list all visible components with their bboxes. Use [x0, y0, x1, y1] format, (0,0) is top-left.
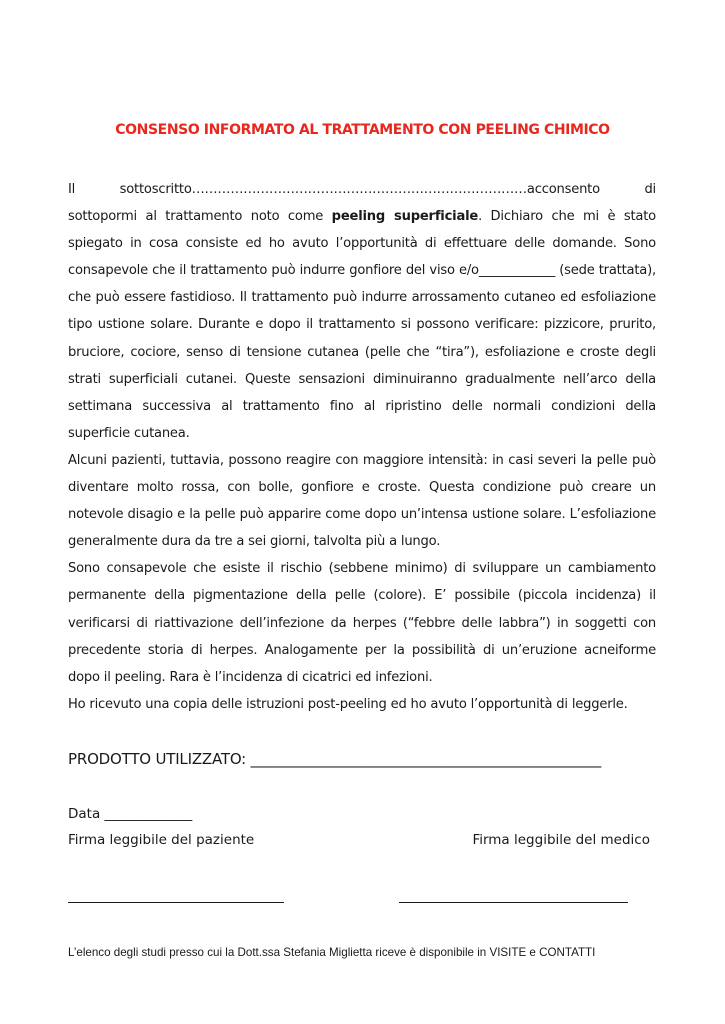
doctor-signature-label: Firma leggibile del medico — [472, 832, 650, 848]
patient-signature-label: Firma leggibile del paziente — [68, 832, 255, 848]
declaration-word-il: Il — [68, 182, 76, 197]
paragraph-risks: Sono consapevole che esiste il rischio (sebbene minimo) di sviluppare un cambiamento permanente della pigmentazione della pelle (colore). E’ possibile (piccola incidenza) il verificarsi di riattivazione dell’infezione da herpes (“febbre delle labbra”) in soggetti con precedente storia di herpes. Analogamente per la possibilità di un’eruzione acneiforme dopo il peeling. Rara è l’incidenza di cicatrici ed infezioni. — [68, 561, 656, 685]
declaration-undersigned-field: sottoscritto……………………………………………………………………acconsento — [119, 182, 600, 197]
paragraph-treatment-info-start: sottopormi al trattamento noto come — [68, 209, 332, 225]
paragraph-severe-reactions: Alcuni pazienti, tuttavia, possono reagire con maggiore intensità: in casi severi la pelle può diventare molto rossa, con bolle, gonfiore e croste. Questa condizione può creare un notevole disagio e la pelle può apparire come dopo un’intensa ustione solare. L’esfoliazione generalmente dura da tre a sei giorni, talvolta più a lungo. — [68, 452, 656, 550]
patient-signature-line — [68, 902, 284, 903]
paragraph-instructions-received: Ho ricevuto una copia delle istruzioni post-peeling ed ho avuto l’opportunità di leggerle. — [68, 696, 628, 712]
paragraph-treatment-info — [68, 203, 656, 447]
product-used-field: PRODOTTO UTILIZZATO: ________________________________________________ — [68, 750, 601, 768]
document-title: CONSENSO INFORMATO AL TRATTAMENTO CON PEELING CHIMICO — [115, 122, 610, 138]
doctor-signature-line — [399, 902, 628, 903]
declaration-first-line — [68, 176, 656, 203]
treatment-name: peeling superficiale — [331, 209, 479, 225]
declaration-word-di: di — [644, 182, 656, 197]
consent-body — [68, 176, 656, 718]
footer-note: L’elenco degli studi presso cui la Dott.ssa Stefania Miglietta riceve è disponibile in VISITE e CONTATTI — [68, 946, 596, 959]
paragraph-treatment-info-rest: . Dichiaro che mi è stato spiegato in cosa consiste ed ho avuto l’opportunità di effettuare delle domande. Sono consapevole che il trattamento può indurre gonfiore del viso e/o____________ (sede trattata), che può essere fastidioso. Il trattamento può indurre arrossamento cutaneo ed esfoliazione tipo ustione solare. Durante e dopo il trattamento si possono verificare: pizzicore, prurito, bruciore, cociore, senso di tensione cutanea (pelle che “tira”), esfoliazione e croste degli strati superficiali cutanei. Queste sensazioni diminuiranno gradualmente nell’arco della settimana successiva al trattamento fino al ripristino delle normali condizioni della superficie cutanea. — [68, 209, 656, 441]
date-field: Data _____________ — [68, 806, 193, 822]
